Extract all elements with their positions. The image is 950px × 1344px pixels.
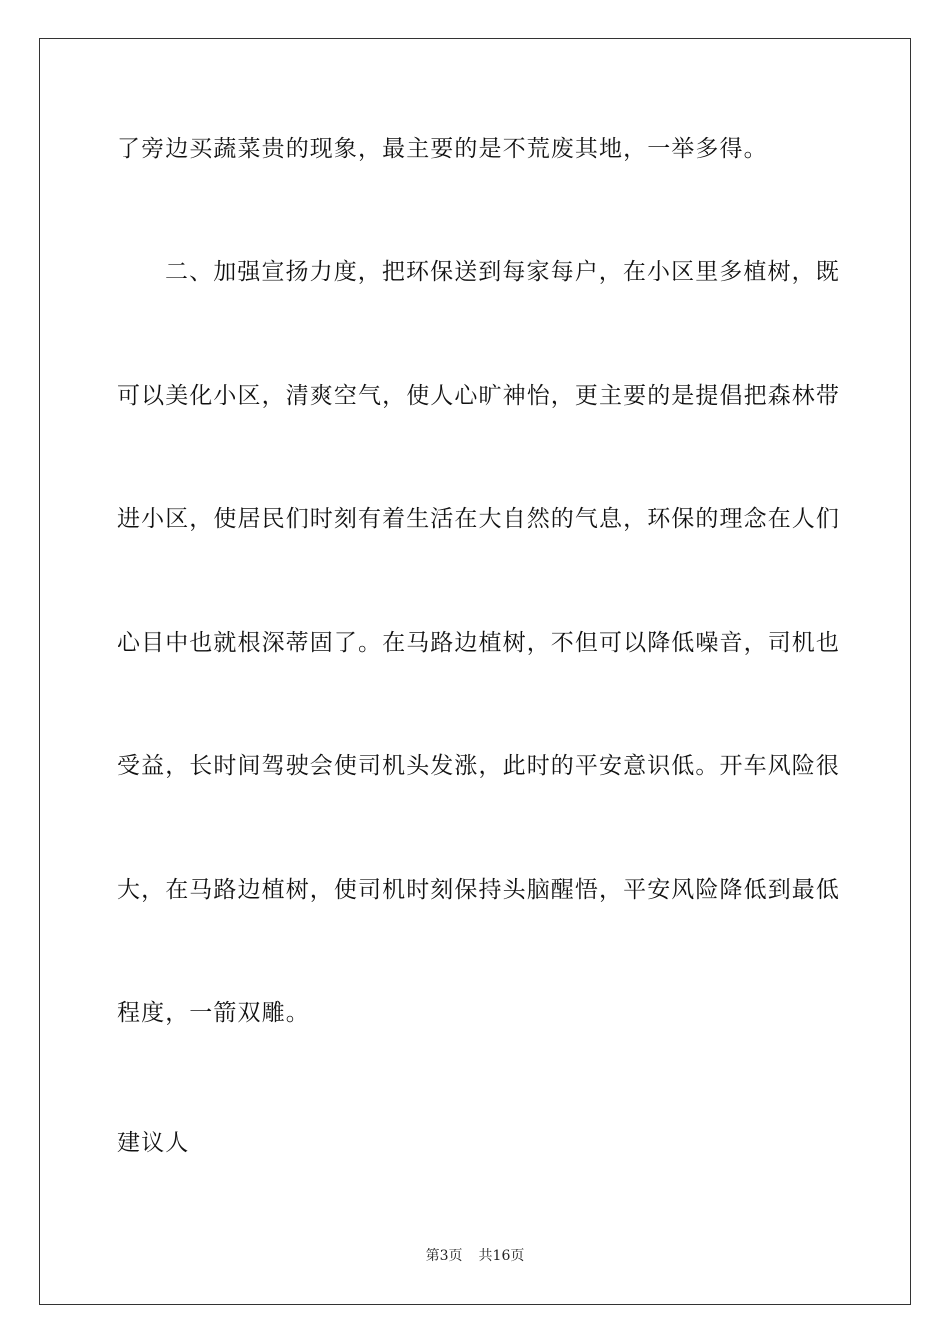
page-number: 第3页 (425, 1248, 463, 1264)
body-line-6: 受益，长时间驾驶会使司机头发涨，此时的平安意识低。开车风险很 (117, 753, 840, 779)
body-line-7: 大，在马路边植树，使司机时刻保持头脑醒悟，平安风险降低到最低 (117, 877, 840, 903)
body-line-1: 了旁边买蔬菜贵的现象，最主要的是不荒废其地，一举多得。 (117, 136, 768, 162)
page-border (39, 38, 911, 1305)
body-line-5: 心目中也就根深蒂固了。在马路边植树，不但可以降低噪音，司机也 (117, 630, 840, 656)
page-footer (0, 1246, 950, 1266)
body-line-8: 程度，一箭双雕。 (117, 1000, 310, 1026)
body-line-2: 二、加强宣扬力度，把环保送到每家每户，在小区里多植树，既 (165, 259, 840, 285)
body-line-4: 进小区，使居民们时刻有着生活在大自然的气息，环保的理念在人们 (117, 506, 840, 532)
page-total: 共16页 (478, 1248, 525, 1264)
signature-label: 建议人 (117, 1130, 190, 1156)
body-line-3: 可以美化小区，清爽空气，使人心旷神怡，更主要的是提倡把森林带 (117, 383, 840, 409)
